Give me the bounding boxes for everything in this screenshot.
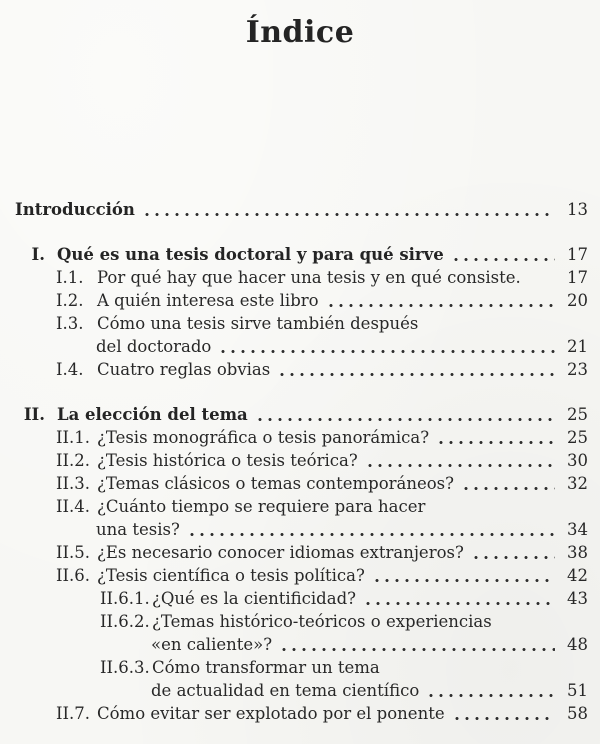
toc-entry [0,587,600,610]
toc-entry [0,610,600,633]
toc-entry-page: 17 [567,245,588,264]
toc-entry-page: 23 [567,360,588,379]
toc-entry [0,495,600,518]
toc-entry-title: «en caliente»? [151,635,273,654]
toc-entry-page: 43 [567,589,588,608]
toc-entry-number: II.4. [56,497,91,516]
toc-entry-title: ¿Temas clásicos o temas contemporáneos? [97,474,454,493]
toc-entry-title: ¿Qué es la cientificidad? [152,589,356,608]
toc-entry [0,335,600,358]
toc-entry [0,266,600,289]
dot-leader [452,716,555,721]
toc-entry [0,702,600,725]
toc-entry-page: 48 [567,635,588,654]
dot-leader [471,555,555,560]
toc-entry-number: II. [23,405,45,424]
toc-entry-page: 25 [567,405,588,424]
toc-entry-number: I.4. [56,360,84,379]
toc-entry-page: 13 [567,200,588,219]
toc-entry-title: ¿Tesis monográfica o tesis panorámica? [97,428,430,447]
toc-entry-number: I.2. [56,291,84,310]
toc-entry-title: una tesis? [96,520,180,539]
page-title: Índice [245,15,355,50]
toc-entry-number: II.2. [56,451,91,470]
toc-entry-number: II.6. [56,566,91,585]
toc-entry-number: I.1. [56,268,84,287]
dot-leader [426,693,555,698]
dot-leader [326,303,555,308]
toc-entry [0,289,600,312]
toc-entry [0,656,600,679]
toc-entry [0,198,600,221]
dot-leader [255,417,555,422]
toc-entry-title: Qué es una tesis doctoral y para qué sirve [57,245,444,264]
dot-leader [436,440,555,445]
dot-leader [365,463,555,468]
toc-entry-page: 38 [567,543,588,562]
toc-entry-page: 30 [567,451,588,470]
toc-entry-title: Por qué hay que hacer una tesis y en qué consiste. [97,268,521,287]
toc-entry-title: Cómo evitar ser explotado por el ponente [97,704,445,723]
toc-entry-title: de actualidad en tema científico [151,681,420,700]
dot-leader [279,647,555,652]
toc-entry-number: I.3. [56,314,84,333]
toc-entry-number: II.7. [56,704,91,723]
toc-entry-number: II.6.1. [100,589,150,608]
toc-entry [0,449,600,472]
toc-entry-page: 21 [567,337,588,356]
toc-entry [0,403,600,426]
toc-entry [0,312,600,335]
dot-leader [142,212,555,217]
toc-entry-title: La elección del tema [57,405,248,424]
toc-entry-number: II.1. [56,428,91,447]
toc-entry-number: I. [31,245,45,264]
toc-entry-title: del doctorado [96,337,212,356]
toc-entry [0,679,600,702]
dot-leader [461,486,555,491]
toc-entry-page: 17 [567,268,588,287]
toc-entry-page: 58 [567,704,588,723]
toc-entry-title: Cómo una tesis sirve también después [97,314,419,333]
dot-leader [277,372,555,377]
toc-entry-title: ¿Tesis histórica o tesis teórica? [97,451,358,470]
toc-entry [0,243,600,266]
toc-entry-page: 32 [567,474,588,493]
toc-entry-page: 34 [567,520,588,539]
toc-entry [0,564,600,587]
toc-entry-page: 25 [567,428,588,447]
toc-list [0,198,600,725]
toc-entry [0,518,600,541]
book-page [0,14,600,725]
toc-entry [0,633,600,656]
toc-entry-title: Cuatro reglas obvias [97,360,271,379]
toc-entry [0,541,600,564]
toc-entry [0,358,600,381]
toc-entry-number: II.3. [56,474,91,493]
toc-entry-title: Introducción [15,200,135,219]
toc-entry-number: II.6.3. [100,658,150,677]
toc-entry-number: II.6.2. [100,612,150,631]
toc-entry-title: ¿Cuánto tiempo se requiere para hacer [97,497,426,516]
toc-entry-title: ¿Temas histórico-teóricos o experiencias [152,612,492,631]
toc-entry-page: 51 [567,681,588,700]
dot-leader [372,578,555,583]
dot-leader [363,601,555,606]
dot-leader [187,532,555,537]
toc-entry-number: II.5. [56,543,91,562]
toc-entry [0,472,600,495]
dot-leader [218,349,555,354]
toc-entry-page: 42 [567,566,588,585]
toc-entry-title: Cómo transformar un tema [152,658,380,677]
toc-entry-title: ¿Tesis científica o tesis política? [97,566,365,585]
toc-entry [0,426,600,449]
dot-leader [451,257,555,262]
dot-leader [528,280,555,285]
toc-entry-title: A quién interesa este libro [97,291,319,310]
toc-entry-title: ¿Es necesario conocer idiomas extranjeros? [97,543,464,562]
toc-entry-page: 20 [567,291,588,310]
